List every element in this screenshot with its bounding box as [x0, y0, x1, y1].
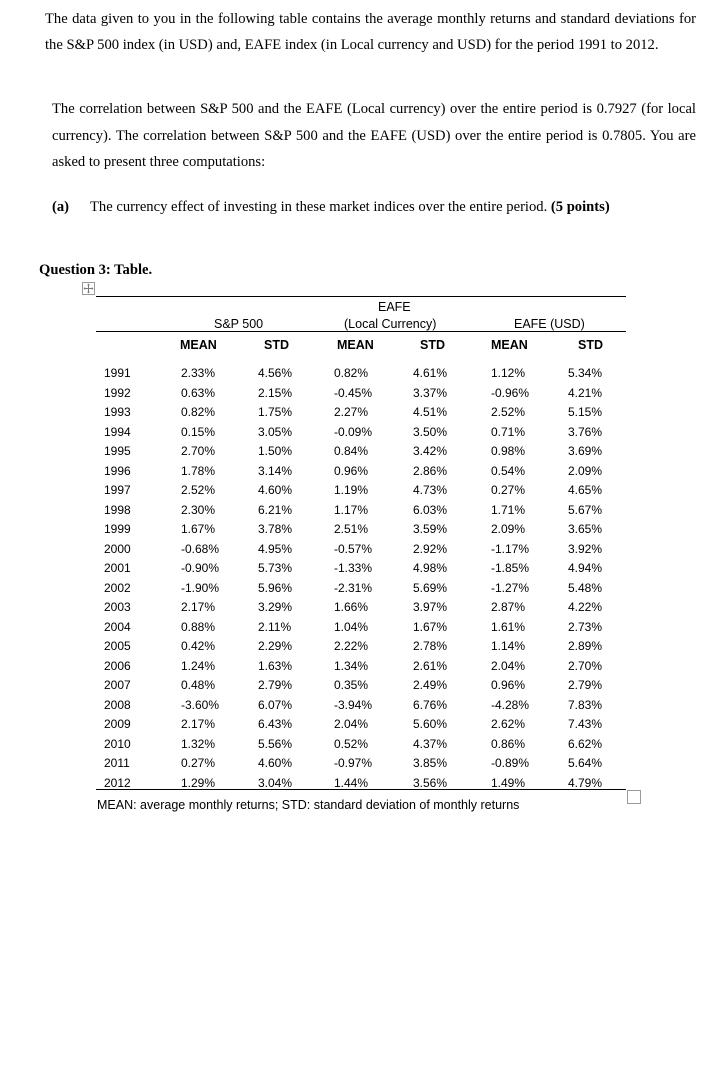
cell-eafe-local-std: 3.85%	[413, 756, 448, 770]
cell-eafe-usd-std: 3.65%	[568, 522, 603, 536]
cell-eafe-local-mean: 2.51%	[334, 522, 369, 536]
cell-eafe-local-std: 5.60%	[413, 717, 448, 731]
cell-eafe-usd-mean: 2.62%	[491, 717, 526, 731]
cell-eafe-usd-std: 4.65%	[568, 483, 603, 497]
cell-eafe-usd-std: 7.43%	[568, 717, 603, 731]
cell-eafe-usd-mean: 0.98%	[491, 444, 526, 458]
cell-sp500-std: 4.60%	[258, 483, 293, 497]
intro-paragraph: The data given to you in the following table contains the average monthly returns and standard deviations for the S&P 500 index (in USD) and, EAFE index (in Local currency and USD) for the period 1991 to 2012.	[45, 11, 696, 53]
cell-eafe-local-mean: 1.66%	[334, 600, 369, 614]
cell-year: 2001	[104, 561, 131, 575]
cell-sp500-mean: -3.60%	[181, 697, 220, 712]
cell-year: 2012	[104, 775, 131, 790]
group-header-eafe-local-line1: EAFE	[378, 300, 411, 314]
subheader-sp500-mean: MEAN	[180, 338, 217, 352]
cell-eafe-usd-std: 5.67%	[568, 502, 603, 517]
cell-eafe-local-std: 4.73%	[413, 483, 448, 497]
cell-sp500-mean: 2.17%	[181, 717, 216, 731]
correlation-paragraph: The correlation between S&P 500 and the EAFE (Local currency) over the entire period is 0.7927 (for local currency). The correlation between S&P 500 and the EAFE (USD) over the entire period is 0.7805. You are asked to present three computations:	[52, 101, 696, 170]
subheader-eafe-local-std: STD	[420, 338, 445, 352]
cell-sp500-mean: 0.82%	[181, 405, 216, 419]
table-top-rule	[96, 296, 626, 297]
cell-sp500-std: 6.07%	[258, 697, 293, 712]
cell-eafe-local-mean: -3.94%	[334, 697, 373, 712]
cell-eafe-local-std: 4.51%	[413, 405, 448, 419]
cell-sp500-std: 3.04%	[258, 775, 293, 790]
cell-year: 1995	[104, 444, 131, 458]
cell-eafe-usd-mean: 1.61%	[491, 619, 526, 634]
subheader-eafe-local-mean: MEAN	[337, 338, 374, 352]
cell-eafe-usd-mean: 2.52%	[491, 405, 526, 419]
cell-eafe-local-mean: -0.09%	[334, 424, 373, 439]
cell-eafe-local-mean: 2.04%	[334, 717, 369, 731]
cell-sp500-std: 1.75%	[258, 405, 293, 419]
cell-eafe-local-std: 4.37%	[413, 736, 448, 751]
cell-eafe-local-mean: 1.04%	[334, 619, 369, 634]
cell-eafe-usd-mean: -0.89%	[491, 756, 530, 770]
cell-sp500-mean: 0.15%	[181, 424, 216, 439]
table-end-mark-icon	[627, 790, 641, 804]
cell-sp500-mean: -0.68%	[181, 541, 220, 556]
cell-eafe-usd-mean: 2.09%	[491, 522, 526, 536]
cell-sp500-mean: 0.42%	[181, 639, 216, 653]
cell-eafe-local-std: 2.92%	[413, 541, 448, 556]
cell-eafe-usd-std: 4.94%	[568, 561, 603, 575]
cell-eafe-usd-std: 5.64%	[568, 756, 603, 770]
cell-sp500-mean: 2.17%	[181, 600, 216, 614]
cell-sp500-std: 1.50%	[258, 444, 293, 458]
cell-eafe-local-mean: 2.27%	[334, 405, 369, 419]
group-header-eafe-local-line2: (Local Currency)	[344, 317, 437, 331]
cell-sp500-mean: 0.63%	[181, 385, 216, 400]
cell-year: 1991	[104, 366, 131, 380]
question-title: Question 3: Table.	[39, 262, 153, 278]
cell-year: 2003	[104, 600, 131, 614]
cell-eafe-usd-mean: 2.87%	[491, 600, 526, 614]
cell-eafe-local-mean: -1.33%	[334, 561, 373, 575]
cell-sp500-std: 2.11%	[258, 619, 292, 634]
cell-sp500-mean: 1.78%	[181, 463, 216, 478]
cell-eafe-local-std: 4.61%	[413, 366, 448, 380]
part-a-text: The currency effect of investing in these market indices over the entire period.	[90, 199, 548, 215]
cell-sp500-mean: 2.70%	[181, 444, 216, 458]
cell-year: 1993	[104, 405, 131, 419]
cell-eafe-usd-mean: 0.54%	[491, 463, 526, 478]
cell-eafe-local-mean: 1.17%	[334, 502, 369, 517]
cell-eafe-local-std: 5.69%	[413, 580, 448, 595]
cell-eafe-local-std: 6.03%	[413, 502, 448, 517]
cell-eafe-usd-mean: 1.12%	[491, 366, 526, 380]
cell-sp500-std: 6.21%	[258, 502, 293, 517]
cell-eafe-usd-std: 3.76%	[568, 424, 603, 439]
cell-sp500-mean: 2.52%	[181, 483, 216, 497]
cell-sp500-mean: 2.33%	[181, 366, 216, 380]
cell-eafe-local-mean: 0.52%	[334, 736, 369, 751]
cell-sp500-std: 2.15%	[258, 385, 293, 400]
cell-year: 2004	[104, 619, 131, 634]
cell-year: 2000	[104, 541, 131, 556]
cell-sp500-std: 4.60%	[258, 756, 293, 770]
group-header-eafe-usd: EAFE (USD)	[514, 317, 585, 331]
cell-eafe-usd-mean: 0.27%	[491, 483, 526, 497]
cell-eafe-local-std: 3.37%	[413, 385, 448, 400]
cell-eafe-usd-mean: -4.28%	[491, 697, 530, 712]
cell-year: 1996	[104, 463, 131, 478]
cell-sp500-std: 6.43%	[258, 717, 293, 731]
cell-year: 1997	[104, 483, 131, 497]
cell-sp500-mean: 0.27%	[181, 756, 216, 770]
cell-sp500-std: 5.56%	[258, 736, 293, 751]
cell-eafe-local-std: 3.56%	[413, 775, 448, 790]
cell-eafe-usd-std: 5.34%	[568, 366, 603, 380]
cell-year: 2008	[104, 697, 131, 712]
cell-eafe-usd-std: 2.79%	[568, 678, 603, 692]
cell-eafe-local-mean: 0.96%	[334, 463, 369, 478]
cell-year: 2005	[104, 639, 131, 653]
cell-eafe-local-mean: 1.19%	[334, 483, 369, 497]
cell-eafe-usd-std: 5.15%	[568, 405, 603, 419]
cell-sp500-mean: 2.30%	[181, 502, 216, 517]
cell-eafe-local-mean: -2.31%	[334, 580, 373, 595]
cell-eafe-usd-std: 4.21%	[568, 385, 603, 400]
cell-eafe-local-std: 3.42%	[413, 444, 448, 458]
cell-eafe-local-mean: -0.57%	[334, 541, 373, 556]
cell-eafe-local-std: 2.49%	[413, 678, 448, 692]
cell-eafe-local-mean: 0.82%	[334, 366, 369, 380]
cell-sp500-mean: 0.88%	[181, 619, 216, 634]
cell-sp500-std: 3.29%	[258, 600, 293, 614]
cell-eafe-usd-mean: -0.96%	[491, 385, 530, 400]
part-a-label: (a)	[52, 199, 70, 215]
cell-year: 2011	[104, 756, 130, 770]
cell-sp500-mean: 1.67%	[181, 522, 216, 536]
cell-eafe-usd-mean: 0.96%	[491, 678, 526, 692]
cell-eafe-usd-mean: 1.71%	[491, 502, 526, 517]
cell-sp500-std: 3.78%	[258, 522, 293, 536]
cell-eafe-usd-std: 4.22%	[568, 600, 603, 614]
table-move-handle-icon[interactable]	[82, 282, 95, 295]
cell-eafe-usd-mean: -1.27%	[491, 580, 530, 595]
cell-eafe-usd-mean: -1.85%	[491, 561, 530, 575]
group-header-sp500: S&P 500	[214, 317, 264, 331]
cell-eafe-usd-std: 2.70%	[568, 658, 603, 673]
cell-eafe-usd-mean: 1.49%	[491, 775, 526, 790]
cell-eafe-local-std: 6.76%	[413, 697, 448, 712]
cell-sp500-std: 4.56%	[258, 366, 293, 380]
cell-sp500-mean: -1.90%	[181, 580, 220, 595]
cell-eafe-local-mean: -0.97%	[334, 756, 373, 770]
cell-eafe-local-mean: 0.35%	[334, 678, 369, 692]
cell-eafe-local-std: 3.59%	[413, 522, 448, 536]
cell-year: 2002	[104, 580, 131, 595]
cell-year: 2010	[104, 736, 131, 751]
cell-eafe-usd-std: 4.79%	[568, 775, 603, 790]
cell-year: 2006	[104, 658, 131, 673]
cell-eafe-local-std: 4.98%	[413, 561, 448, 575]
cell-eafe-local-mean: -0.45%	[334, 385, 373, 400]
part-a-points: (5 points)	[550, 199, 610, 215]
cell-sp500-std: 3.14%	[258, 463, 293, 478]
table-footnote: MEAN: average monthly returns; STD: standard deviation of monthly returns	[97, 798, 520, 812]
cell-sp500-std: 1.63%	[258, 658, 293, 673]
question-part-a	[52, 197, 702, 217]
cell-eafe-local-mean: 2.22%	[334, 639, 369, 653]
cell-eafe-local-mean: 0.84%	[334, 444, 369, 458]
cell-eafe-local-std: 2.86%	[413, 463, 448, 478]
cell-eafe-usd-std: 3.69%	[568, 444, 603, 458]
cell-eafe-usd-std: 2.89%	[568, 639, 603, 653]
cell-year: 1998	[104, 502, 131, 517]
cell-sp500-std: 2.29%	[258, 639, 293, 653]
subheader-eafe-usd-std: STD	[578, 338, 603, 352]
cell-eafe-usd-std: 7.83%	[568, 697, 603, 712]
cell-year: 1992	[104, 385, 131, 400]
cell-eafe-local-std: 3.97%	[413, 600, 448, 614]
cell-sp500-std: 3.05%	[258, 424, 293, 439]
cell-sp500-mean: 1.24%	[181, 658, 216, 673]
cell-eafe-usd-mean: 1.14%	[491, 639, 526, 653]
cell-year: 1999	[104, 522, 131, 536]
cell-sp500-mean: 1.29%	[181, 775, 216, 790]
cell-eafe-usd-mean: -1.17%	[491, 541, 530, 556]
cell-sp500-std: 2.79%	[258, 678, 293, 692]
cell-sp500-mean: 0.48%	[181, 678, 216, 692]
cell-year: 2007	[104, 678, 131, 692]
cell-sp500-std: 5.73%	[258, 561, 293, 575]
cell-eafe-local-std: 2.61%	[413, 658, 448, 673]
cell-eafe-local-mean: 1.34%	[334, 658, 369, 673]
subheader-sp500-std: STD	[264, 338, 289, 352]
cell-eafe-usd-mean: 2.04%	[491, 658, 526, 673]
cell-sp500-mean: -0.90%	[181, 561, 220, 575]
cell-year: 1994	[104, 424, 131, 439]
cell-sp500-std: 5.96%	[258, 580, 293, 595]
cell-eafe-usd-std: 3.92%	[568, 541, 603, 556]
cell-sp500-mean: 1.32%	[181, 736, 216, 751]
cell-eafe-usd-mean: 0.86%	[491, 736, 526, 751]
cell-eafe-usd-std: 6.62%	[568, 736, 603, 751]
subheader-eafe-usd-mean: MEAN	[491, 338, 528, 352]
cell-eafe-usd-std: 5.48%	[568, 580, 603, 595]
cell-eafe-usd-std: 2.09%	[568, 463, 603, 478]
cell-eafe-local-std: 1.67%	[413, 619, 448, 634]
cell-eafe-usd-std: 2.73%	[568, 619, 603, 634]
table-header-rule	[96, 331, 626, 332]
cell-eafe-local-std: 3.50%	[413, 424, 448, 439]
cell-eafe-local-std: 2.78%	[413, 639, 448, 653]
cell-year: 2009	[104, 717, 131, 731]
cell-eafe-local-mean: 1.44%	[334, 775, 369, 790]
cell-eafe-usd-mean: 0.71%	[491, 424, 526, 439]
cell-sp500-std: 4.95%	[258, 541, 293, 556]
